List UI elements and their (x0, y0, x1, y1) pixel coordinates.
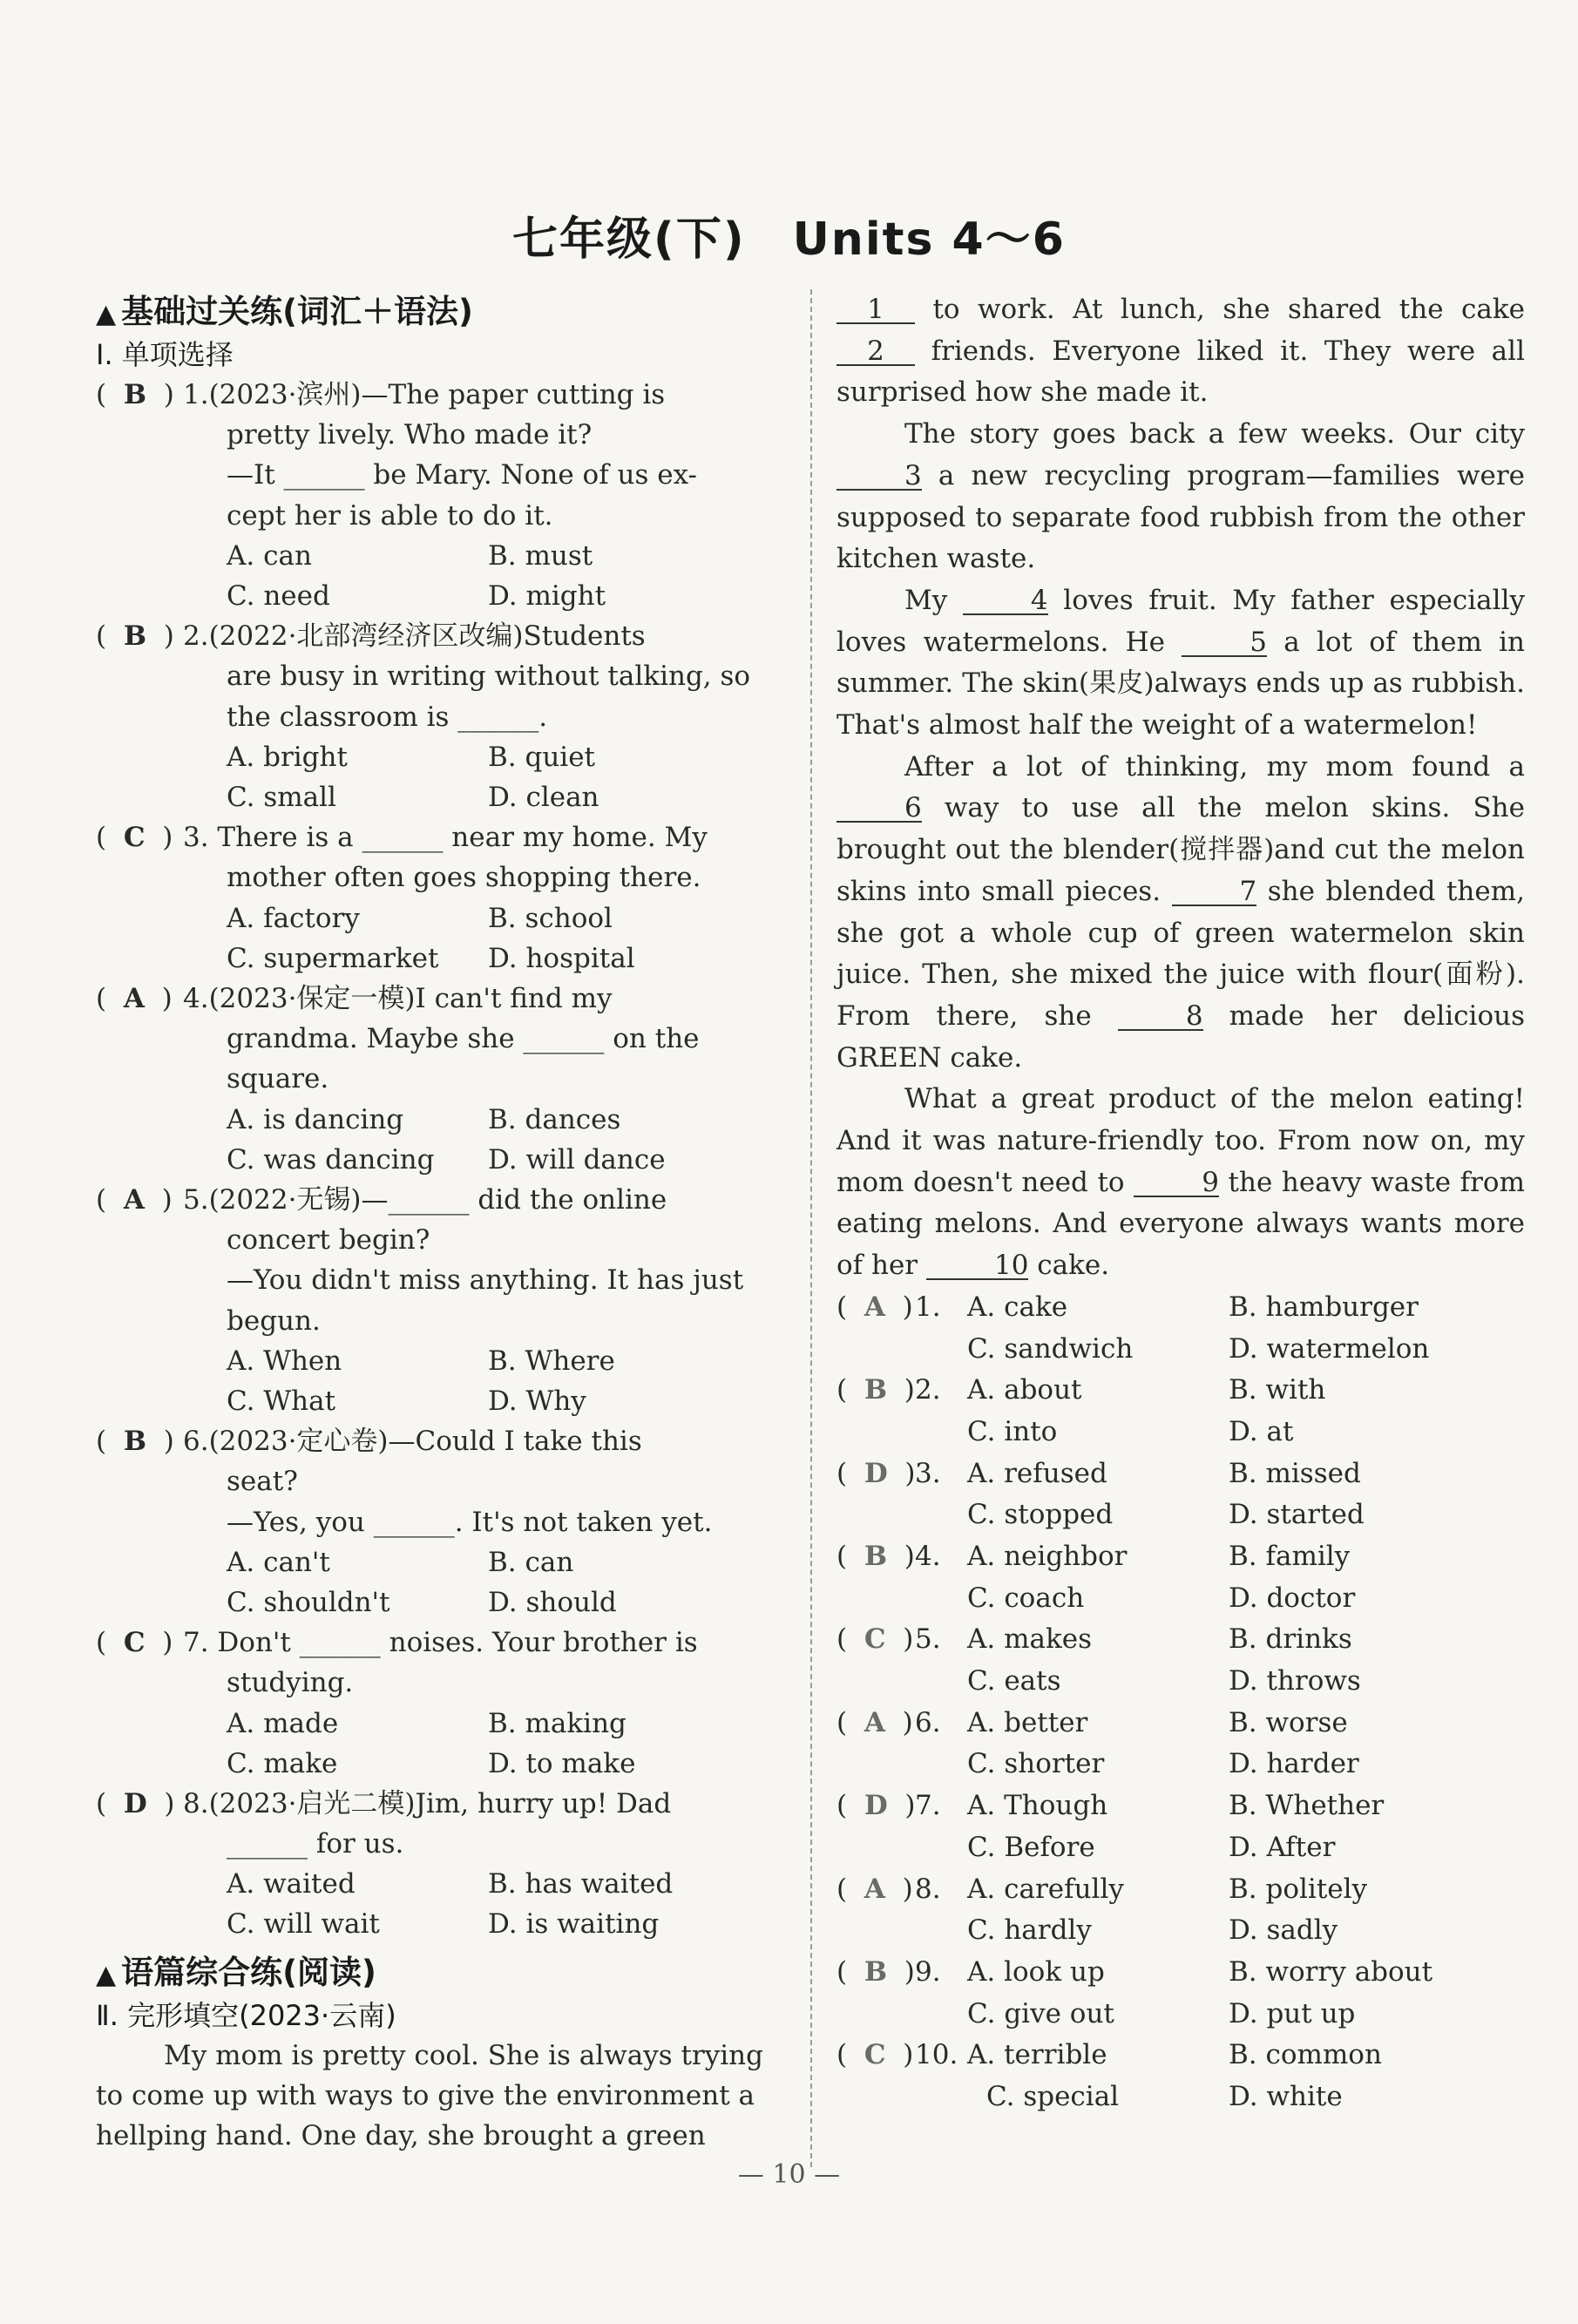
section-heading-reading: ▲ 语篇综合练(阅读) (96, 1953, 376, 1991)
answer-mark: D (863, 1790, 888, 1822)
option-row (96, 1744, 784, 1784)
cloze-number: 8. (915, 1873, 941, 1905)
cloze-row (836, 1661, 1525, 1703)
option: C. give out (967, 1997, 1114, 2029)
question-1 (96, 375, 784, 616)
option-row (96, 1904, 784, 1944)
option: B. dances (488, 1103, 621, 1135)
option-row (96, 777, 784, 817)
option: D. sadly (1229, 1914, 1338, 1947)
indent (96, 1301, 227, 1341)
option: D. put up (1229, 1997, 1356, 2029)
passage-line: to come up with ways to give the environment a (96, 2079, 755, 2111)
option: D. started (1229, 1499, 1365, 1531)
option: B. missed (1229, 1457, 1361, 1489)
question-text: —It ______ be Mary. None of us ex- (227, 459, 698, 491)
cloze-number: 7. (915, 1790, 941, 1822)
triangle-icon: ▲ (96, 1959, 117, 1990)
option: A. look up (967, 1955, 1105, 1988)
blank-6: 6 (836, 795, 922, 823)
option: C. into (967, 1415, 1058, 1447)
option: A. bright (227, 741, 348, 773)
answer-paren: ( A ) (836, 1706, 913, 1738)
answer-mark: D (863, 1457, 888, 1489)
option: D. throws (1229, 1665, 1361, 1697)
option: B. family (1229, 1541, 1351, 1572)
answer-paren: ( B ) (96, 1426, 174, 1458)
option: D. Why (488, 1385, 586, 1417)
option: B. school (488, 902, 613, 934)
question-text: 7. Don't ______ noises. Your brother is (183, 1627, 698, 1659)
answer-mark: A (863, 1706, 885, 1738)
question-text: 8.(2023·启光二模)Jim, hurry up! Dad (183, 1787, 672, 1819)
indent (96, 1260, 227, 1300)
indent (96, 415, 227, 455)
option-row (96, 898, 784, 938)
left-column (96, 289, 784, 2156)
cloze-row (836, 1952, 1525, 1994)
indent (836, 1827, 967, 1869)
indent (96, 1059, 227, 1099)
subsection-heading-single-choice: Ⅰ. 单项选择 (96, 338, 234, 371)
option: C. will wait (227, 1908, 380, 1941)
option: A. can (227, 539, 312, 572)
option: C. need (227, 580, 330, 612)
indent (96, 496, 227, 536)
blank-5: 5 (1182, 629, 1267, 657)
blank-7: 7 (1172, 878, 1257, 906)
passage-paragraph: What a great product of the melon eating! And it was nature-friendly too. From now on, my mom doesn't need to 9 the heavy waste from eating melons. And everyone always wants more of her 10 cake. (836, 1083, 1525, 1282)
option: A. about (967, 1374, 1082, 1406)
answer-paren: ( C ) (836, 2039, 914, 2071)
answer-mark: B (123, 379, 147, 410)
cloze-row (836, 1785, 1525, 1827)
indent (96, 1019, 227, 1059)
answer-paren: ( A ) (836, 1291, 913, 1323)
option: D. After (1229, 1831, 1336, 1863)
question-text: 1.(2023·滨州)—The paper cutting is (183, 379, 666, 410)
indent (836, 1329, 967, 1371)
answer-mark: B (123, 620, 147, 653)
cloze-row (836, 2077, 1525, 2118)
option: B. must (488, 539, 593, 572)
right-column (836, 289, 1525, 2118)
answer-mark: C (123, 822, 146, 854)
question-text: are busy in writing without talking, so (227, 661, 751, 693)
option: C. stopped (967, 1499, 1114, 1531)
option: B. worse (1229, 1706, 1348, 1738)
option-row (96, 938, 784, 979)
answer-mark: B (123, 1426, 147, 1458)
option: D. at (1229, 1415, 1294, 1447)
option: B. politely (1229, 1873, 1368, 1905)
passage-left (96, 2036, 784, 2157)
option: A. is dancing (227, 1103, 404, 1135)
answer-paren: ( B ) (96, 620, 174, 653)
option: A. makes (967, 1623, 1093, 1656)
question-text: 2.(2022·北部湾经济区改编)Students (183, 620, 646, 653)
option: D. watermelon (1229, 1332, 1430, 1365)
option: C. Before (967, 1831, 1095, 1863)
cloze-row (836, 1287, 1525, 1329)
question-text: seat? (227, 1466, 298, 1498)
answer-mark: A (863, 1873, 885, 1905)
answer-mark: A (123, 1183, 145, 1216)
option: C. sandwich (967, 1332, 1134, 1365)
passage-paragraph: After a lot of thinking, my mom found a 6 way to use all the melon skins. She brought out the blender(搅拌器)and cut the melon skins into small pieces. 7 she blended them, she got a whole cup of green watermelon skin juice. Then, she mixed the juice with flour(面粉). From there, she 8 made her delicious GREEN cake. (836, 750, 1525, 1074)
question-text: grandma. Maybe she ______ on the (227, 1023, 700, 1055)
answer-paren: ( B ) (96, 379, 174, 410)
option: C. was dancing (227, 1143, 435, 1176)
option: C. What (227, 1385, 336, 1417)
option: C. eats (967, 1665, 1061, 1697)
blank-8: 8 (1118, 1003, 1203, 1031)
cloze-row (836, 1744, 1525, 1785)
option: C. special (986, 2080, 1120, 2112)
blank-10: 10 (926, 1252, 1028, 1280)
blank-3: 3 (836, 463, 922, 491)
answer-mark: C (863, 1623, 886, 1656)
answer-mark: A (123, 982, 145, 1014)
indent (836, 1744, 967, 1785)
indent (836, 1661, 967, 1703)
option: A. refused (967, 1457, 1107, 1489)
column-divider (810, 289, 812, 2167)
section-heading-basic: ▲ 基础过关练(词汇＋语法) (96, 293, 473, 330)
option: A. made (227, 1707, 339, 1739)
indent (836, 1494, 967, 1536)
cloze-row (836, 1370, 1525, 1412)
option: B. quiet (488, 741, 596, 773)
page-title: 七年级(下) Units 4～6 (512, 213, 1066, 266)
question-text: —You didn't miss anything. It has just (227, 1264, 744, 1297)
option-row (96, 737, 784, 777)
cloze-row (836, 1578, 1525, 1620)
answer-paren: ( C ) (96, 1627, 173, 1659)
option: D. harder (1229, 1748, 1359, 1780)
cloze-row (836, 1703, 1525, 1745)
indent (836, 1412, 967, 1453)
page-number: — 10 — (737, 2159, 841, 2190)
option: B. Whether (1229, 1790, 1385, 1822)
option-row (96, 1542, 784, 1582)
option: D. clean (488, 781, 599, 813)
option: B. with (1229, 1374, 1326, 1406)
answer-mark: B (863, 1541, 888, 1572)
question-text: 4.(2023·保定一模)I can't find my (183, 982, 613, 1014)
cloze-row (836, 1412, 1525, 1453)
question-text: pretty lively. Who made it? (227, 419, 593, 451)
indent (96, 455, 227, 495)
cloze-number: 6. (915, 1706, 941, 1738)
subsection-heading-cloze: Ⅱ. 完形填空(2023·云南) (96, 1998, 396, 2032)
option: C. shouldn't (227, 1586, 390, 1618)
question-8 (96, 1784, 784, 1945)
question-text: begun. (227, 1304, 321, 1337)
question-text: ______ for us. (227, 1828, 404, 1860)
indent (836, 2077, 986, 2118)
option: D. white (1229, 2080, 1343, 2112)
question-3 (96, 817, 784, 979)
passage-right (836, 289, 1525, 1287)
indent (836, 1994, 967, 2036)
answer-mark: C (863, 2039, 886, 2071)
question-text: cept her is able to do it. (227, 499, 553, 532)
option-row (96, 1381, 784, 1421)
indent (96, 857, 227, 898)
option: B. hamburger (1229, 1291, 1419, 1323)
cloze-number: 3. (915, 1457, 941, 1489)
answer-paren: ( C ) (96, 822, 173, 854)
answer-paren: ( B ) (836, 1541, 915, 1572)
answer-mark: B (863, 1955, 888, 1988)
indent (96, 1220, 227, 1260)
answer-paren: ( A ) (96, 1183, 173, 1216)
answer-paren: ( A ) (96, 982, 173, 1014)
question-text: 6.(2023·定心卷)—Could I take this (183, 1426, 642, 1458)
question-5 (96, 1180, 784, 1421)
option: D. should (488, 1586, 617, 1618)
option: C. coach (967, 1582, 1085, 1614)
option: C. make (227, 1747, 338, 1779)
cloze-number: 4. (915, 1541, 941, 1572)
cloze-row (836, 1619, 1525, 1661)
option: B. Where (488, 1345, 615, 1377)
passage-line: My mom is pretty cool. She is always trying (164, 2039, 763, 2071)
option: C. supermarket (227, 942, 439, 974)
indent (96, 1461, 227, 1501)
answer-paren: ( C ) (836, 1623, 914, 1656)
option: D. will dance (488, 1143, 666, 1176)
cloze-row (836, 1329, 1525, 1371)
answer-paren: ( B ) (836, 1374, 915, 1406)
question-text: 5.(2022·无锡)—______ did the online (183, 1183, 667, 1216)
indent (836, 1910, 967, 1952)
indent (96, 1824, 227, 1864)
question-4 (96, 979, 784, 1180)
cloze-options-list (836, 1287, 1525, 2118)
option: A. carefully (967, 1873, 1124, 1905)
blank-9: 9 (1134, 1169, 1219, 1197)
triangle-icon: ▲ (96, 299, 117, 329)
passage-paragraph: The story goes back a few weeks. Our city 3 a new recycling program—families were supposed to separate food rubbish from the other kitchen waste. (836, 418, 1525, 575)
option: C. shorter (967, 1748, 1105, 1780)
answer-paren: ( A ) (836, 1873, 913, 1905)
blank-4: 4 (963, 587, 1048, 615)
option-row (96, 1140, 784, 1180)
answer-mark: A (863, 1291, 885, 1323)
question-text: 3. There is a ______ near my home. My (183, 822, 708, 854)
answer-paren: ( D ) (836, 1457, 916, 1489)
single-choice-list (96, 375, 784, 1945)
option: A. factory (227, 902, 360, 934)
option-row (96, 1864, 784, 1904)
cloze-row (836, 1494, 1525, 1536)
option: D. to make (488, 1747, 636, 1779)
answer-mark: C (123, 1627, 146, 1659)
cloze-number: 2. (915, 1374, 941, 1406)
option-row (96, 1704, 784, 1744)
option: D. doctor (1229, 1582, 1356, 1614)
indent (96, 697, 227, 737)
blank-2: 2 (836, 338, 915, 366)
option-row (96, 1100, 784, 1140)
option: D. might (488, 580, 606, 612)
option-row (96, 1341, 784, 1381)
answer-paren: ( B ) (836, 1955, 915, 1988)
option: A. cake (967, 1291, 1068, 1323)
cloze-number: 10. (915, 2039, 958, 2071)
passage-paragraph: 1 to work. At lunch, she shared the cake 2 friends. Everyone liked it. They were all surprised how she made it. (836, 294, 1525, 409)
option: A. When (227, 1345, 342, 1377)
option: A. better (967, 1706, 1088, 1738)
indent (96, 656, 227, 696)
answer-mark: B (863, 1374, 888, 1406)
cloze-row (836, 1453, 1525, 1495)
cloze-row (836, 2035, 1525, 2077)
cloze-row (836, 1869, 1525, 1911)
option: A. neighbor (967, 1541, 1128, 1572)
option: B. has waited (488, 1868, 674, 1901)
option: B. drinks (1229, 1623, 1352, 1656)
option: C. small (227, 781, 336, 813)
question-text: studying. (227, 1667, 354, 1699)
option: A. waited (227, 1868, 356, 1901)
cloze-row (836, 1536, 1525, 1578)
option-row (96, 576, 784, 616)
question-7 (96, 1623, 784, 1784)
question-text: —Yes, you ______. It's not taken yet. (227, 1506, 713, 1538)
question-text: mother often goes shopping there. (227, 862, 701, 894)
option: B. making (488, 1707, 626, 1739)
question-text: concert begin? (227, 1224, 430, 1257)
option: B. common (1229, 2039, 1382, 2071)
cloze-row (836, 1994, 1525, 2036)
cloze-row (836, 1910, 1525, 1952)
answer-mark: D (123, 1787, 147, 1819)
option: C. hardly (967, 1914, 1092, 1947)
cloze-number: 9. (915, 1955, 941, 1988)
passage-paragraph: My 4 loves fruit. My father especially loves watermelons. He 5 a lot of them in summer. The skin(果皮)always ends up as rubbish. That's almost half the weight of a watermelon! (836, 584, 1526, 742)
option: D. is waiting (488, 1908, 660, 1941)
answer-paren: ( D ) (96, 1787, 175, 1819)
cloze-number: 5. (915, 1623, 941, 1656)
indent (96, 1502, 227, 1542)
question-text: the classroom is ______. (227, 701, 548, 733)
option: A. terrible (967, 2039, 1107, 2071)
indent (836, 1578, 967, 1620)
option: A. Though (967, 1790, 1108, 1822)
answer-paren: ( D ) (836, 1790, 916, 1822)
question-6 (96, 1421, 784, 1623)
option: D. hospital (488, 942, 635, 974)
option: B. can (488, 1546, 574, 1578)
option: A. can't (227, 1546, 330, 1578)
option: B. worry about (1229, 1955, 1433, 1988)
cloze-number: 1. (915, 1291, 941, 1323)
blank-1: 1 (836, 296, 915, 324)
indent (96, 1663, 227, 1703)
option-row (96, 1582, 784, 1623)
passage-line: hellping hand. One day, she brought a green (96, 2120, 706, 2152)
option-row (96, 536, 784, 576)
question-2 (96, 616, 784, 817)
question-text: square. (227, 1063, 329, 1095)
cloze-row (836, 1827, 1525, 1869)
